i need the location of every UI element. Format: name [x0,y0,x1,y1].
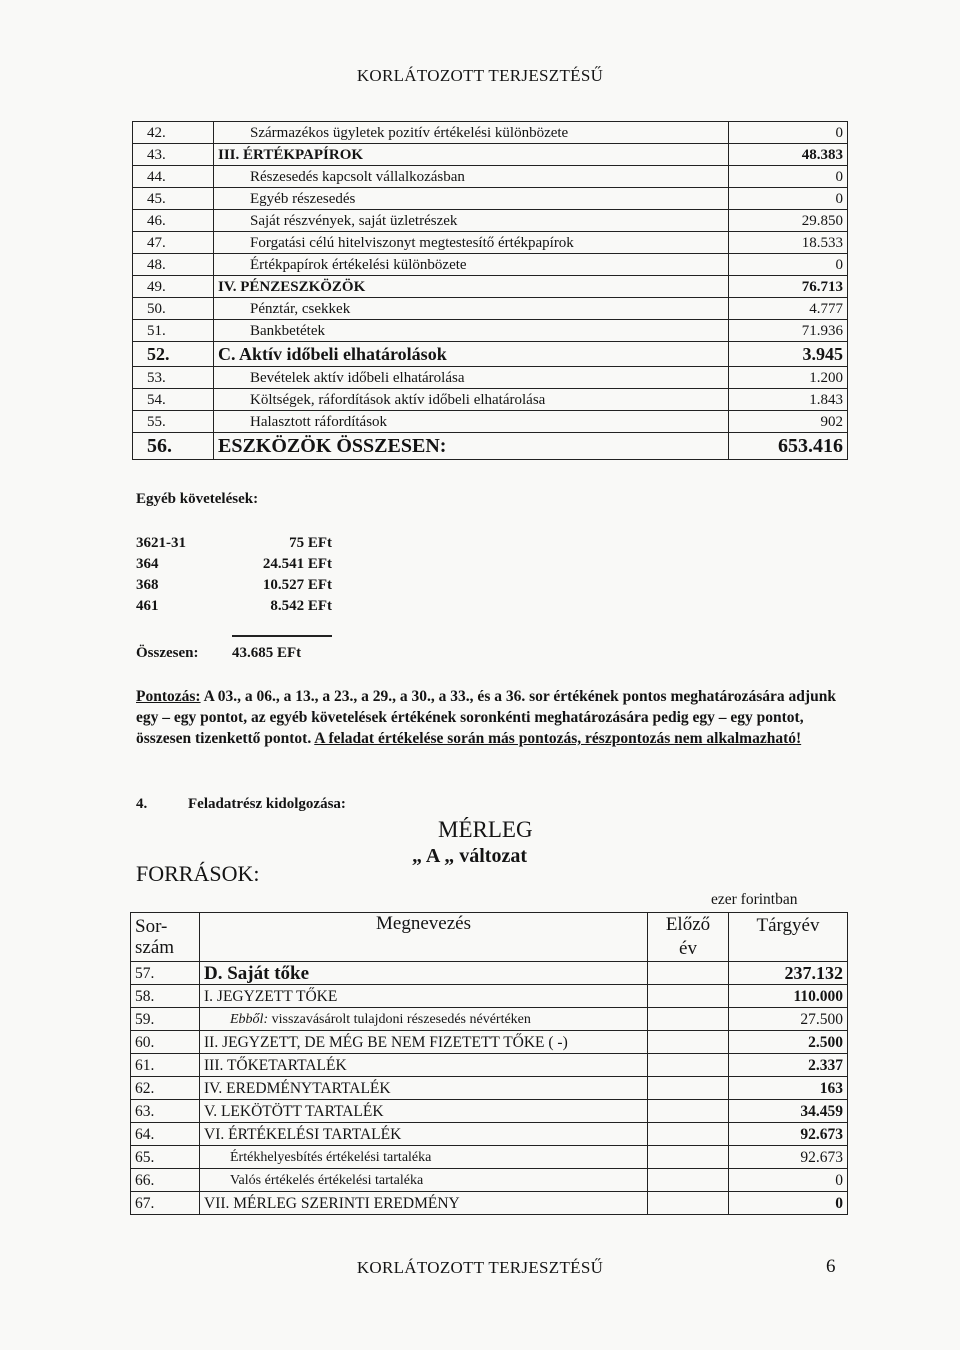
unit-label: ezer forintban [711,891,798,908]
table-header-row [131,913,848,962]
table-row [133,411,848,433]
total-rule [232,635,332,637]
row-number: 50. [133,298,214,320]
row-number: 55. [133,411,214,433]
row-previous-year [648,1031,729,1054]
row-name: Költségek, ráfordítások aktív időbeli elhatárolása [214,389,729,411]
row-current-year: 27.500 [729,1008,848,1031]
row-name: II. JEGYZETT, DE MÉG BE NEM FIZETETT TŐKE ( -) [200,1031,648,1054]
table-row [131,1100,848,1123]
scoring-label: Pontozás: [136,688,201,705]
row-previous-year [648,1077,729,1100]
task-title: Feladatrész kidolgozása: [188,796,346,812]
row-number: 42. [133,122,214,144]
receivable-amount: 8.542 EFt [270,598,332,614]
balance-title: MÉRLEG [438,817,533,842]
page-header: KORLÁTOZOTT TERJESZTÉSŰ [356,66,604,85]
row-previous-year [648,1100,729,1123]
row-previous-year [648,1146,729,1169]
row-value: 18.533 [729,232,848,254]
row-number: 54. [133,389,214,411]
row-name: III. TŐKETARTALÉK [200,1054,648,1077]
row-number: 66. [131,1169,200,1192]
table-row [133,188,848,210]
row-current-year: 0 [729,1192,848,1215]
table-row [131,1054,848,1077]
receivables-title: Egyéb követelések: [136,491,259,507]
row-current-year: 163 [729,1077,848,1100]
row-name: Valós értékelés értékelési tartaléka [200,1169,648,1192]
row-value: 0 [729,188,848,210]
row-name: Bevételek aktív időbeli elhatárolása [214,367,729,389]
row-name [200,1008,648,1031]
receivable-code: 368 [136,577,159,593]
scoring-warning: A feladat értékelése során más pontozás, részpontozás nem alkalmazható! [314,730,802,747]
row-current-year: 92.673 [729,1123,848,1146]
header-name: Megnevezés [200,913,648,962]
row-current-year: 34.459 [729,1100,848,1123]
header-current-year: Tárgyév [729,913,848,962]
row-number: 56. [133,433,214,460]
row-number: 67. [131,1192,200,1215]
table-row [131,1031,848,1054]
row-current-year: 2.500 [729,1031,848,1054]
table-row [133,232,848,254]
receivable-amount: 24.541 EFt [262,556,332,572]
table-row [131,1123,848,1146]
header-row-number: Sor- szám [131,913,200,962]
row-previous-year [648,1169,729,1192]
row-number: 52. [133,342,214,367]
row-value: 902 [729,411,848,433]
row-previous-year [648,985,729,1008]
row-value: 29.850 [729,210,848,232]
row-name: IV. EREDMÉNYTARTALÉK [200,1077,648,1100]
row-value: 3.945 [729,342,848,367]
page-number: 6 [826,1256,836,1277]
row-number: 51. [133,320,214,342]
row-number: 62. [131,1077,200,1100]
row-current-year: 92.673 [729,1146,848,1169]
table-row [133,367,848,389]
row-current-year: 237.132 [729,962,848,985]
task-number: 4. [136,796,148,812]
row-number: 53. [133,367,214,389]
row-value: 0 [729,166,848,188]
scoring-paragraph [136,686,852,749]
row-number: 64. [131,1123,200,1146]
row-number: 57. [131,962,200,985]
table-row [131,1192,848,1215]
receivable-amount: 75 EFt [289,535,332,551]
row-name: Saját részvények, saját üzletrészek [214,210,729,232]
row-name: D. Saját tőke [200,962,648,985]
receivable-code: 3621-31 [136,535,186,551]
row-value: 653.416 [729,433,848,460]
receivable-code: 364 [136,556,159,572]
row-name: Bankbetétek [214,320,729,342]
row-value: 1.200 [729,367,848,389]
row-number: 60. [131,1031,200,1054]
table-row [133,166,848,188]
row-previous-year [648,962,729,985]
scoring-text: A 03., a 06., a 13., a 23., a 29., a 30., a 33., és a 36. sor értékének pontos meghatározására adjunk egy – egy pontot, az egyéb követelések értékének soronkénti meghatározására pedig egy – egy pontot, összesen tizenkettő pontot. [136,688,836,747]
assets-table [132,121,848,460]
liabilities-table [130,912,848,1215]
table-row [133,320,848,342]
row-name: ESZKÖZÖK ÖSSZESEN: [214,433,729,460]
row-name: Származékos ügyletek pozitív értékelési különbözete [214,122,729,144]
row-value: 71.936 [729,320,848,342]
row-previous-year [648,1054,729,1077]
row-number: 46. [133,210,214,232]
receivable-code: 461 [136,598,159,614]
row-number: 43. [133,144,214,166]
balance-variant: „ A „ változat [412,845,527,867]
table-row [133,298,848,320]
row-value: 0 [729,122,848,144]
row-name: C. Aktív időbeli elhatárolások [214,342,729,367]
row-name-text: visszavásárolt tulajdoni részesedés névértéken [268,1011,531,1027]
table-row [133,210,848,232]
row-number: 47. [133,232,214,254]
row-number: 61. [131,1054,200,1077]
table-row [131,1077,848,1100]
row-name: IV. PÉNZESZKÖZÖK [214,276,729,298]
row-number: 48. [133,254,214,276]
row-name: III. ÉRTÉKPAPÍROK [214,144,729,166]
row-name: Pénztár, csekkek [214,298,729,320]
table-row [133,144,848,166]
receivables-total-value: 43.685 EFt [232,645,302,661]
row-value: 76.713 [729,276,848,298]
row-name: Egyéb részesedés [214,188,729,210]
row-current-year: 0 [729,1169,848,1192]
row-value: 1.843 [729,389,848,411]
page-footer: KORLÁTOZOTT TERJESZTÉSŰ [356,1258,604,1277]
row-name: Értékpapírok értékelési különbözete [214,254,729,276]
table-row [133,389,848,411]
row-name: I. JEGYZETT TŐKE [200,985,648,1008]
row-previous-year [648,1192,729,1215]
row-value: 0 [729,254,848,276]
table-row [131,985,848,1008]
row-number: 65. [131,1146,200,1169]
table-row [131,1146,848,1169]
row-name: Részesedés kapcsolt vállalkozásban [214,166,729,188]
receivable-amount: 10.527 EFt [262,577,332,593]
row-name: VI. ÉRTÉKELÉSI TARTALÉK [200,1123,648,1146]
row-previous-year [648,1123,729,1146]
row-number: 49. [133,276,214,298]
row-previous-year [648,1008,729,1031]
table-row [133,433,848,460]
row-value: 4.777 [729,298,848,320]
row-name-prefix: Ebből: [230,1011,269,1027]
table-row [131,1169,848,1192]
table-row [133,276,848,298]
header-previous-year: Előző év [648,913,729,962]
row-value: 48.383 [729,144,848,166]
row-number: 44. [133,166,214,188]
table-row [131,1008,848,1031]
row-name: VII. MÉRLEG SZERINTI EREDMÉNY [200,1192,648,1215]
table-row [133,254,848,276]
table-row [133,342,848,367]
row-name: Halasztott ráfordítások [214,411,729,433]
row-name: Forgatási célú hitelviszonyt megtestesítő értékpapírok [214,232,729,254]
receivables-total-label: Összesen: [136,645,199,661]
row-current-year: 2.337 [729,1054,848,1077]
row-name: V. LEKÖTÖTT TARTALÉK [200,1100,648,1123]
table-row [133,122,848,144]
table-row [131,962,848,985]
row-number: 45. [133,188,214,210]
row-number: 63. [131,1100,200,1123]
section-title: FORRÁSOK: [136,861,260,886]
row-current-year: 110.000 [729,985,848,1008]
row-number: 59. [131,1008,200,1031]
row-number: 58. [131,985,200,1008]
row-name: Értékhelyesbítés értékelési tartaléka [200,1146,648,1169]
